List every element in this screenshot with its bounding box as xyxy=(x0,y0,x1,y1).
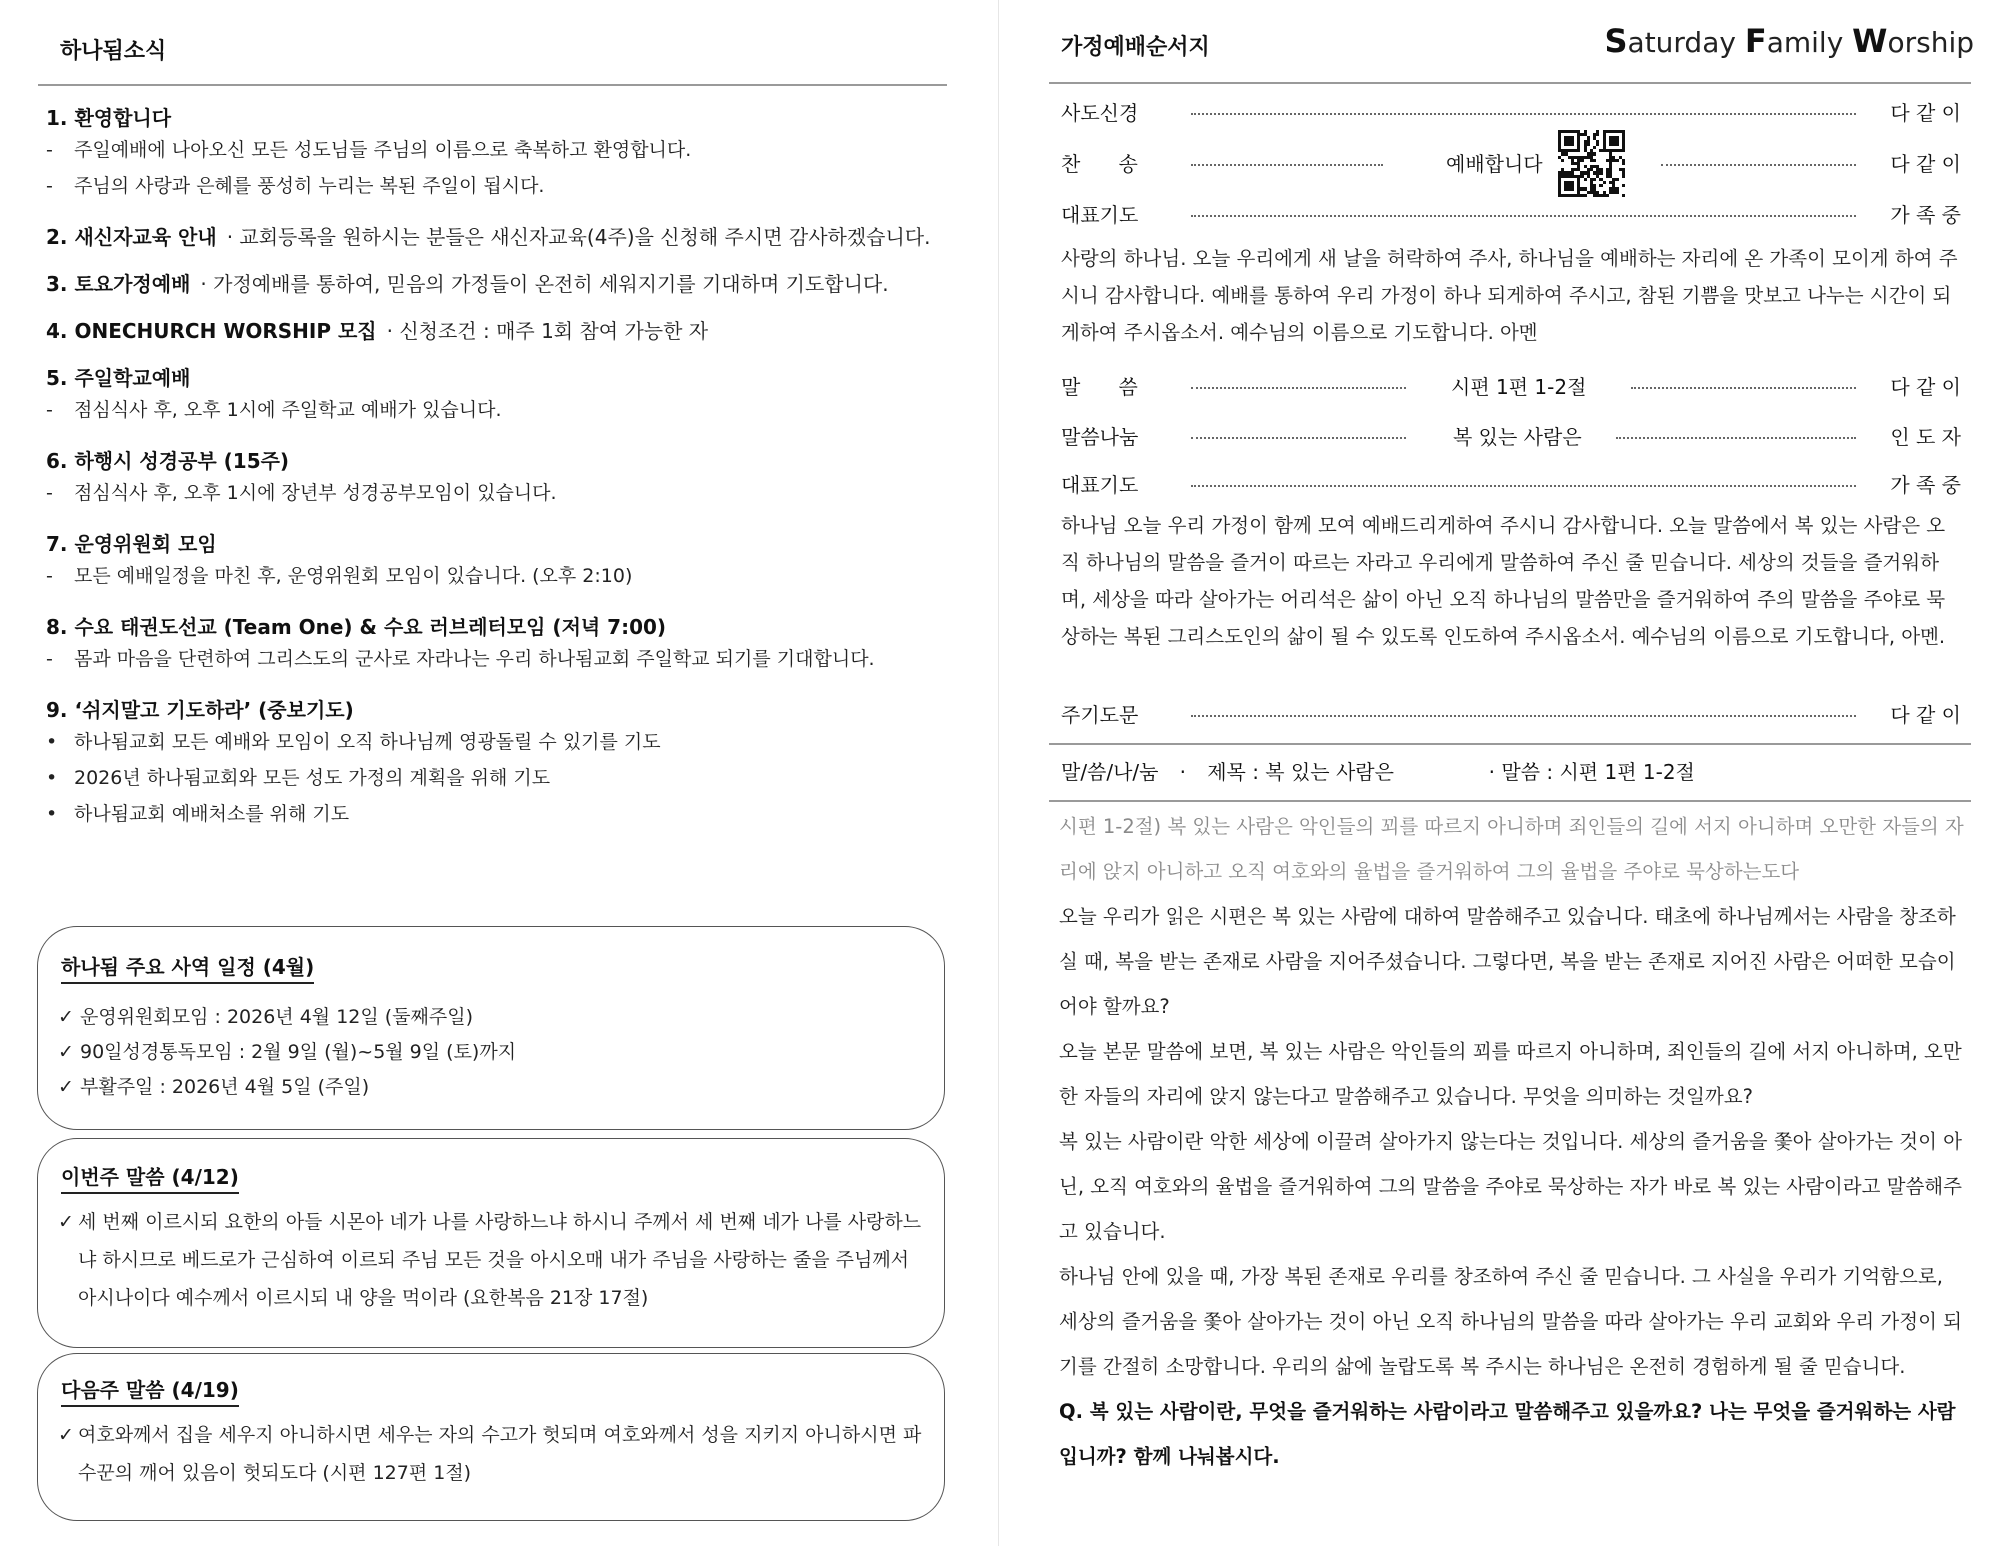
news-item xyxy=(46,613,951,677)
dash-icon: - xyxy=(46,399,53,421)
this-week-verse: ✓ 세 번째 이르시되 요한의 아들 시몬아 네가 나를 사랑하느냐 하시니 주께서 세 번째 네가 나를 사랑하느냐 하시므로 베드로가 근심하여 이르되 주님 모든 것을 아시오매 내가 주님을 사랑하는 줄을 주님께서 아시나이다 예수께서 이르시되 내 양을 먹이라 (요한복음 21장 17절) xyxy=(58,1203,928,1317)
dash-icon: - xyxy=(46,482,53,504)
news-item xyxy=(46,447,951,511)
right-page-family-worship xyxy=(999,0,1998,1546)
section-rule xyxy=(1049,800,1971,802)
check-icon: ✓ xyxy=(58,1424,74,1446)
news-item-line: - 점심식사 후, 오후 1시에 주일학교 예배가 있습니다. xyxy=(46,392,951,428)
bullet-icon: • xyxy=(46,803,58,825)
check-icon: ✓ xyxy=(58,1211,74,1233)
next-week-title: 다음주 말씀 (4/19) xyxy=(61,1374,239,1407)
dash-icon: - xyxy=(46,565,53,587)
schedule-item: ✓ 운영위원회모임 : 2026년 4월 12일 (둘째주일) xyxy=(58,998,473,1036)
opening-prayer: 사랑의 하나님. 오늘 우리에게 새 날을 허락하여 주사, 하나님을 예배하는 자리에 온 가족이 모이게 하여 주시니 감사합니다. 예배를 통하여 우리 가정이 하나 되게하여 주시고, 참된 기쁨을 맛보고 나누는 시간이 되게하여 주시옵소서. 예수님의 이름으로 기도합니다. 아멘 xyxy=(1061,247,1958,344)
news-item xyxy=(46,317,951,345)
sermon-paragraph: 하나님 안에 있을 때, 가장 복된 존재로 우리를 창조하여 주신 줄 믿습니다. 그 사실을 우리가 기억함으로, 세상의 즐거움을 쫓아 살아가는 것이 아닌 오직 하나님의 말씀을 따라 살아가는 우리 교회와 우리 가정이 되기를 간절히 소망합니다. 우리의 삶에 놀랍도록 복 주시는 하나님은 온전히 경험하게 될 줄 믿습니다. xyxy=(1059,1265,1962,1378)
dash-icon: - xyxy=(46,139,53,161)
dash-icon: - xyxy=(46,175,53,197)
news-item-line: - 주님의 사랑과 은혜를 풍성히 누리는 복된 주일이 됩시다. xyxy=(46,168,951,204)
news-item-detail: · 교회등록을 원하시는 분들은 새신자교육(4주)을 신청해 주시면 감사하겠습니다. xyxy=(226,225,931,249)
news-item-line: • 하나됨교회 예배처소를 위해 기도 xyxy=(46,796,951,832)
section-rule xyxy=(1049,743,1971,745)
news-item-heading: 4. ONECHURCH WORSHIP 모집 · 신청조건 : 매주 1회 참여 가능한 자 xyxy=(46,319,709,343)
family-prayer: 하나님 오늘 우리 가정이 함께 모여 예배드리게하여 주시니 감사합니다. 오늘 말씀에서 복 있는 사람은 오직 하나님의 말씀을 즐거이 따르는 자라고 우리에게 말씀하여 주신 줄 믿습니다. 세상의 것들을 즐거워하며, 세상을 따라 살아가는 어리석은 삶이 아닌 오직 하나님의 말씀만을 즐거워하여 주의 말씀을 주야로 묵상하는 복된 그리스도인의 삶이 될 수 있도록 인도하여 주시옵소서. 예수님의 이름으로 기도합니다, 아멘. xyxy=(1061,514,1946,648)
news-item-line: • 하나됨교회 모든 예배와 모임이 오직 하나님께 영광돌릴 수 있기를 기도 xyxy=(46,724,951,760)
brand-title: Saturday Family Worship xyxy=(1604,22,1974,60)
news-item-detail: · 신청조건 : 매주 1회 참여 가능한 자 xyxy=(386,319,709,343)
bullet-icon: • xyxy=(46,731,58,753)
schedule-item: ✓ 90일성경통독모임 : 2월 9일 (월)~5월 9일 (토)까지 xyxy=(58,1033,516,1071)
news-item-heading: 9. ‘쉬지말고 기도하라’ (중보기도) xyxy=(46,698,354,722)
schedule-box xyxy=(37,926,945,1130)
qr-code-icon[interactable] xyxy=(1558,130,1625,197)
dash-icon: - xyxy=(46,648,53,670)
news-item xyxy=(46,530,951,594)
order-row-word: 말 씀 시편 1편 1-2절 다 같 이 xyxy=(1061,375,1961,399)
news-item xyxy=(46,104,951,204)
order-row-lords-prayer: 주기도문 다 같 이 xyxy=(1061,703,1961,727)
check-icon: ✓ xyxy=(58,1006,74,1028)
news-item-line: - 몸과 마음을 단련하여 그리스도의 군사로 자라나는 우리 하나됨교회 주일학교 되기를 기대합니다. xyxy=(46,641,951,677)
check-icon: ✓ xyxy=(58,1041,74,1063)
news-item-line: - 주일예배에 나아오신 모든 성도님들 주님의 이름으로 축복하고 환영합니다. xyxy=(46,132,951,168)
news-item-heading: 1. 환영합니다 xyxy=(46,106,172,130)
sermon-body xyxy=(1059,804,1964,1479)
sermon-paragraph: 복 있는 사람이란 악한 세상에 이끌려 살아가지 않는다는 것입니다. 세상의 즐거움을 쫓아 살아가는 것이 아닌, 오직 여호와의 율법을 즐거워하여 그의 말씀을 주야로 묵상하는 자가 바로 복 있는 사람이라고 말씀해주고 있습니다. xyxy=(1059,1130,1962,1243)
news-item xyxy=(46,364,951,428)
schedule-item: ✓ 부활주일 : 2026년 4월 5일 (주일) xyxy=(58,1068,369,1106)
news-item-detail: · 가정예배를 통하여, 믿음의 가정들이 온전히 세워지기를 기대하며 기도합니다. xyxy=(200,272,889,296)
left-page-church-news xyxy=(0,0,998,1546)
order-row-prayer-2: 대표기도 가 족 중 xyxy=(1061,473,1961,497)
order-row-prayer: 대표기도 가 족 중 xyxy=(1061,203,1961,227)
worship-order-title: 가정예배순서지 xyxy=(1061,35,1210,60)
news-item-line: - 점심식사 후, 오후 1시에 장년부 성경공부모임이 있습니다. xyxy=(46,475,951,511)
news-list xyxy=(46,104,951,851)
order-row-creed: 사도신경 다 같 이 xyxy=(1061,101,1961,125)
next-week-verse-box xyxy=(37,1353,945,1521)
news-item-heading: 8. 수요 태권도선교 (Team One) & 수요 러브레터모임 (저녁 7:00) xyxy=(46,615,667,639)
news-item xyxy=(46,223,951,251)
sermon-paragraph: 오늘 우리가 읽은 시편은 복 있는 사람에 대하여 말씀해주고 있습니다. 태초에 하나님께서는 사람을 창조하실 때, 복을 받는 존재로 사람을 지어주셨습니다. 그렇다면, 복을 받는 존재로 지어진 사람은 어떠한 모습이어야 할까요? xyxy=(1059,905,1956,1018)
news-item-line: - 모든 예배일정을 마친 후, 운영위원회 모임이 있습니다. (오후 2:10) xyxy=(46,558,951,594)
next-week-verse: ✓ 여호와께서 집을 세우지 아니하시면 세우는 자의 수고가 헛되며 여호와께서 성을 지키지 아니하시면 파수꾼의 깨어 있음이 헛되도다 (시편 127편 1절) xyxy=(58,1416,928,1492)
news-title: 하나됨소식 xyxy=(60,39,167,64)
news-item-heading: 3. 토요가정예배 · 가정예배를 통하여, 믿음의 가정들이 온전히 세워지기를 기대하며 기도합니다. xyxy=(46,272,889,296)
discussion-question: Q. 복 있는 사람이란, 무엇을 즐거워하는 사람이라고 말씀해주고 있을까요? 나는 무엇을 즐거워하는 사람입니까? 함께 나눠봅시다. xyxy=(1059,1400,1956,1468)
sermon-header: 말/씀/나/눔 · 제목 : 복 있는 사람은 · 말씀 : 시편 1편 1-2절 xyxy=(1061,760,1695,784)
news-item-line: • 2026년 하나됨교회와 모든 성도 가정의 계획을 위해 기도 xyxy=(46,760,951,796)
check-icon: ✓ xyxy=(58,1076,74,1098)
news-item xyxy=(46,270,951,298)
scripture-text: 시편 1-2절) 복 있는 사람은 악인들의 꾀를 따르지 아니하며 죄인들의 길에 서지 아니하며 오만한 자들의 자리에 앉지 아니하고 오직 여호와의 율법을 즐거워하여 그의 율법을 주야로 묵상하는도다 xyxy=(1059,815,1964,883)
sermon-paragraph: 오늘 본문 말씀에 보면, 복 있는 사람은 악인들의 꾀를 따르지 아니하며, 죄인들의 길에 서지 아니하며, 오만한 자들의 자리에 앉지 않는다고 말씀해주고 있습니다. 무엇을 의미하는 것일까요? xyxy=(1059,1040,1962,1108)
news-item-heading: 6. 하행시 성경공부 (15주) xyxy=(46,449,290,473)
order-row-sharing: 말씀나눔 복 있는 사람은 인 도 자 xyxy=(1061,425,1961,449)
schedule-title: 하나됨 주요 사역 일정 (4월) xyxy=(61,951,314,984)
order-row-hymn: 찬 송 예배합니다 다 같 이 xyxy=(1061,147,1961,181)
title-rule xyxy=(38,84,947,86)
bullet-icon: • xyxy=(46,767,58,789)
news-item-heading: 5. 주일학교예배 xyxy=(46,366,191,390)
header-rule xyxy=(1049,82,1971,84)
this-week-title: 이번주 말씀 (4/12) xyxy=(61,1161,239,1194)
news-item xyxy=(46,696,951,832)
this-week-verse-box xyxy=(37,1138,945,1348)
news-item-heading: 7. 운영위원회 모임 xyxy=(46,532,217,556)
news-item-heading: 2. 새신자교육 안내 · 교회등록을 원하시는 분들은 새신자교육(4주)을 신청해 주시면 감사하겠습니다. xyxy=(46,225,931,249)
